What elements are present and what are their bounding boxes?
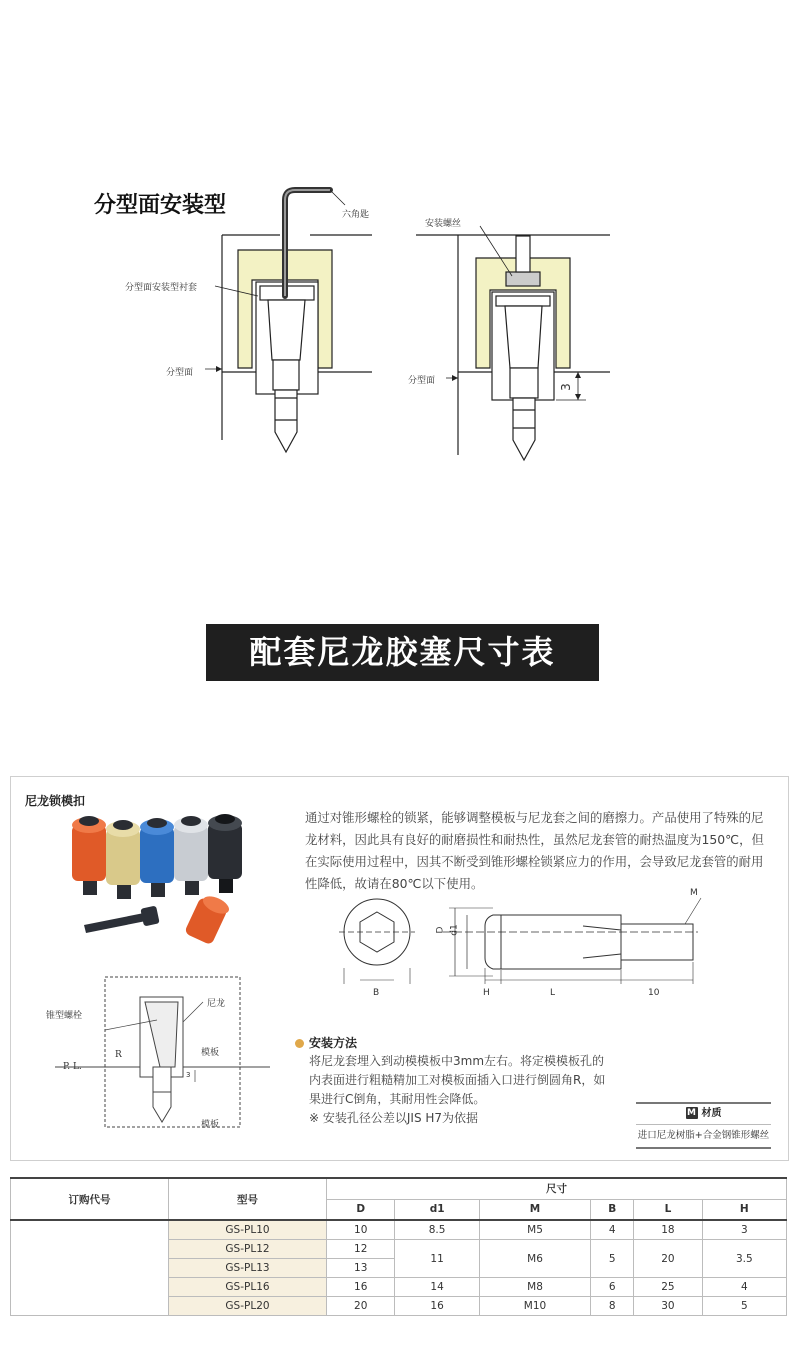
col-B: B [591, 1199, 634, 1220]
r-label: R [115, 1050, 122, 1060]
material-header [636, 1102, 771, 1125]
col-d1: d1 [395, 1199, 479, 1220]
dimension-drawing [323, 882, 703, 1007]
dim-10-label: 10 [648, 988, 660, 998]
cell-B: 5 [591, 1240, 634, 1278]
install-diagram-svg [0, 0, 800, 600]
right-install-drawing [416, 226, 610, 460]
spec-table [10, 1177, 787, 1316]
mounting-screw-label: 安装螺丝 [425, 219, 462, 229]
taper-bolt-photo [84, 906, 160, 933]
plate-label-1: 模板 [201, 1048, 220, 1058]
model-cell: GS-PL20 [169, 1297, 327, 1316]
model-cell: GS-PL16 [169, 1278, 327, 1297]
nylon-plug-gray [174, 816, 208, 895]
nylon-label: 尼龙 [207, 999, 226, 1009]
cell-H: 5 [702, 1297, 786, 1316]
header-order-code: 订购代号 [11, 1178, 169, 1220]
cell-M: M5 [479, 1220, 591, 1240]
install-body [309, 1052, 609, 1128]
cell-M: M8 [479, 1278, 591, 1297]
col-D: D [327, 1199, 395, 1220]
dim-d1-label: d1 [449, 924, 460, 936]
cell-L: 20 [634, 1240, 702, 1278]
cell-D: 12 [327, 1240, 395, 1259]
hex-key-label: 六角匙 [342, 210, 370, 220]
dimension-3-label: 3 [558, 383, 573, 391]
cell-B: 4 [591, 1220, 634, 1240]
size-table-banner: 配套尼龙胶塞尺寸表 [206, 624, 599, 681]
nylon-plug-orange [72, 816, 106, 895]
model-cell: GS-PL13 [169, 1259, 327, 1278]
cell-D: 10 [327, 1220, 395, 1240]
col-M: M [479, 1199, 591, 1220]
header-size: 尺寸 [327, 1178, 787, 1199]
cell-d1: 14 [395, 1278, 479, 1297]
section-drawing [45, 972, 275, 1142]
sleeve-label: 分型面安装型衬套 [125, 283, 198, 293]
cell-D: 20 [327, 1297, 395, 1316]
cell-L: 18 [634, 1220, 702, 1240]
cell-M: M10 [479, 1297, 591, 1316]
col-H: H [702, 1199, 786, 1220]
model-cell: GS-PL12 [169, 1240, 327, 1259]
section-dim-3-label: 3 [186, 1071, 191, 1079]
cell-L: 30 [634, 1297, 702, 1316]
taper-bolt-label: 锥型螺栓 [46, 1011, 83, 1021]
product-description: 通过对锥形螺栓的锁紧，能够调整模板与尼龙套之间的磨擦力。产品使用了特殊的尼龙材料，因此具有良好的耐磨损性和耐热性，虽然尼龙套管的耐热温度为150℃，但在实际使用过程中，因其不断受到锥形螺栓锁紧应力的作用，会导致尼龙套管的耐用性降低，故请在80℃以下使用。 [305, 810, 764, 891]
cell-H: 3.5 [702, 1240, 786, 1278]
model-cell: GS-PL10 [169, 1220, 327, 1240]
material-box [636, 1102, 771, 1149]
install-text: 将尼龙套埋入到动模模板中3mm左右。将定模模板孔的内表面进行粗糙精加工对模板面插入口进行倒圆角R，如果进行C倒角，其耐用性会降低。 [309, 1054, 606, 1106]
header-model: 型号 [169, 1178, 327, 1220]
dim-B-label: B [373, 988, 380, 998]
dim-H-label: H [483, 988, 490, 998]
panel-title: 尼龙锁模扣 [25, 794, 86, 808]
nylon-plug-black [208, 814, 242, 893]
plate-label-2: 模板 [201, 1120, 220, 1130]
cell-B: 6 [591, 1278, 634, 1297]
install-bullet-icon [295, 1039, 304, 1048]
parting-surface-label-right: 分型面 [408, 376, 436, 386]
material-text: 进口尼龙树脂+合金钢锥形螺丝 [636, 1125, 771, 1149]
cell-M: M6 [479, 1240, 591, 1278]
dim-m-label: M [690, 888, 698, 898]
dim-L-label: L [550, 988, 556, 998]
nylon-plug-yellow [106, 820, 140, 899]
nylon-sleeve-orange-photo [184, 893, 232, 946]
col-L: L [634, 1199, 702, 1220]
parting-surface-label-left: 分型面 [166, 368, 194, 378]
cell-L: 25 [634, 1278, 702, 1297]
cell-d1: 11 [395, 1240, 479, 1278]
table-header-row [11, 1178, 787, 1199]
product-photo [66, 807, 266, 947]
table-row [11, 1220, 787, 1240]
install-diagram-title: 分型面安装型 [94, 193, 227, 218]
pl-label: P. L. [63, 1062, 82, 1072]
install-note: ※ 安装孔径公差以JIS H7为依据 [309, 1111, 479, 1125]
material-badge-icon: M [687, 1108, 696, 1118]
install-heading: 安装方法 [309, 1036, 358, 1050]
cell-d1: 8.5 [395, 1220, 479, 1240]
nylon-plug-blue [140, 818, 174, 897]
cell-H: 3 [702, 1220, 786, 1240]
cell-D: 13 [327, 1259, 395, 1278]
dim-D-label: D [435, 926, 446, 934]
cell-H: 4 [702, 1278, 786, 1297]
order-code-cell [11, 1220, 169, 1316]
cell-d1: 16 [395, 1297, 479, 1316]
cell-D: 16 [327, 1278, 395, 1297]
cell-B: 8 [591, 1297, 634, 1316]
material-heading: 材质 [701, 1108, 722, 1119]
left-install-drawing [205, 190, 372, 452]
product-panel [10, 776, 789, 1161]
